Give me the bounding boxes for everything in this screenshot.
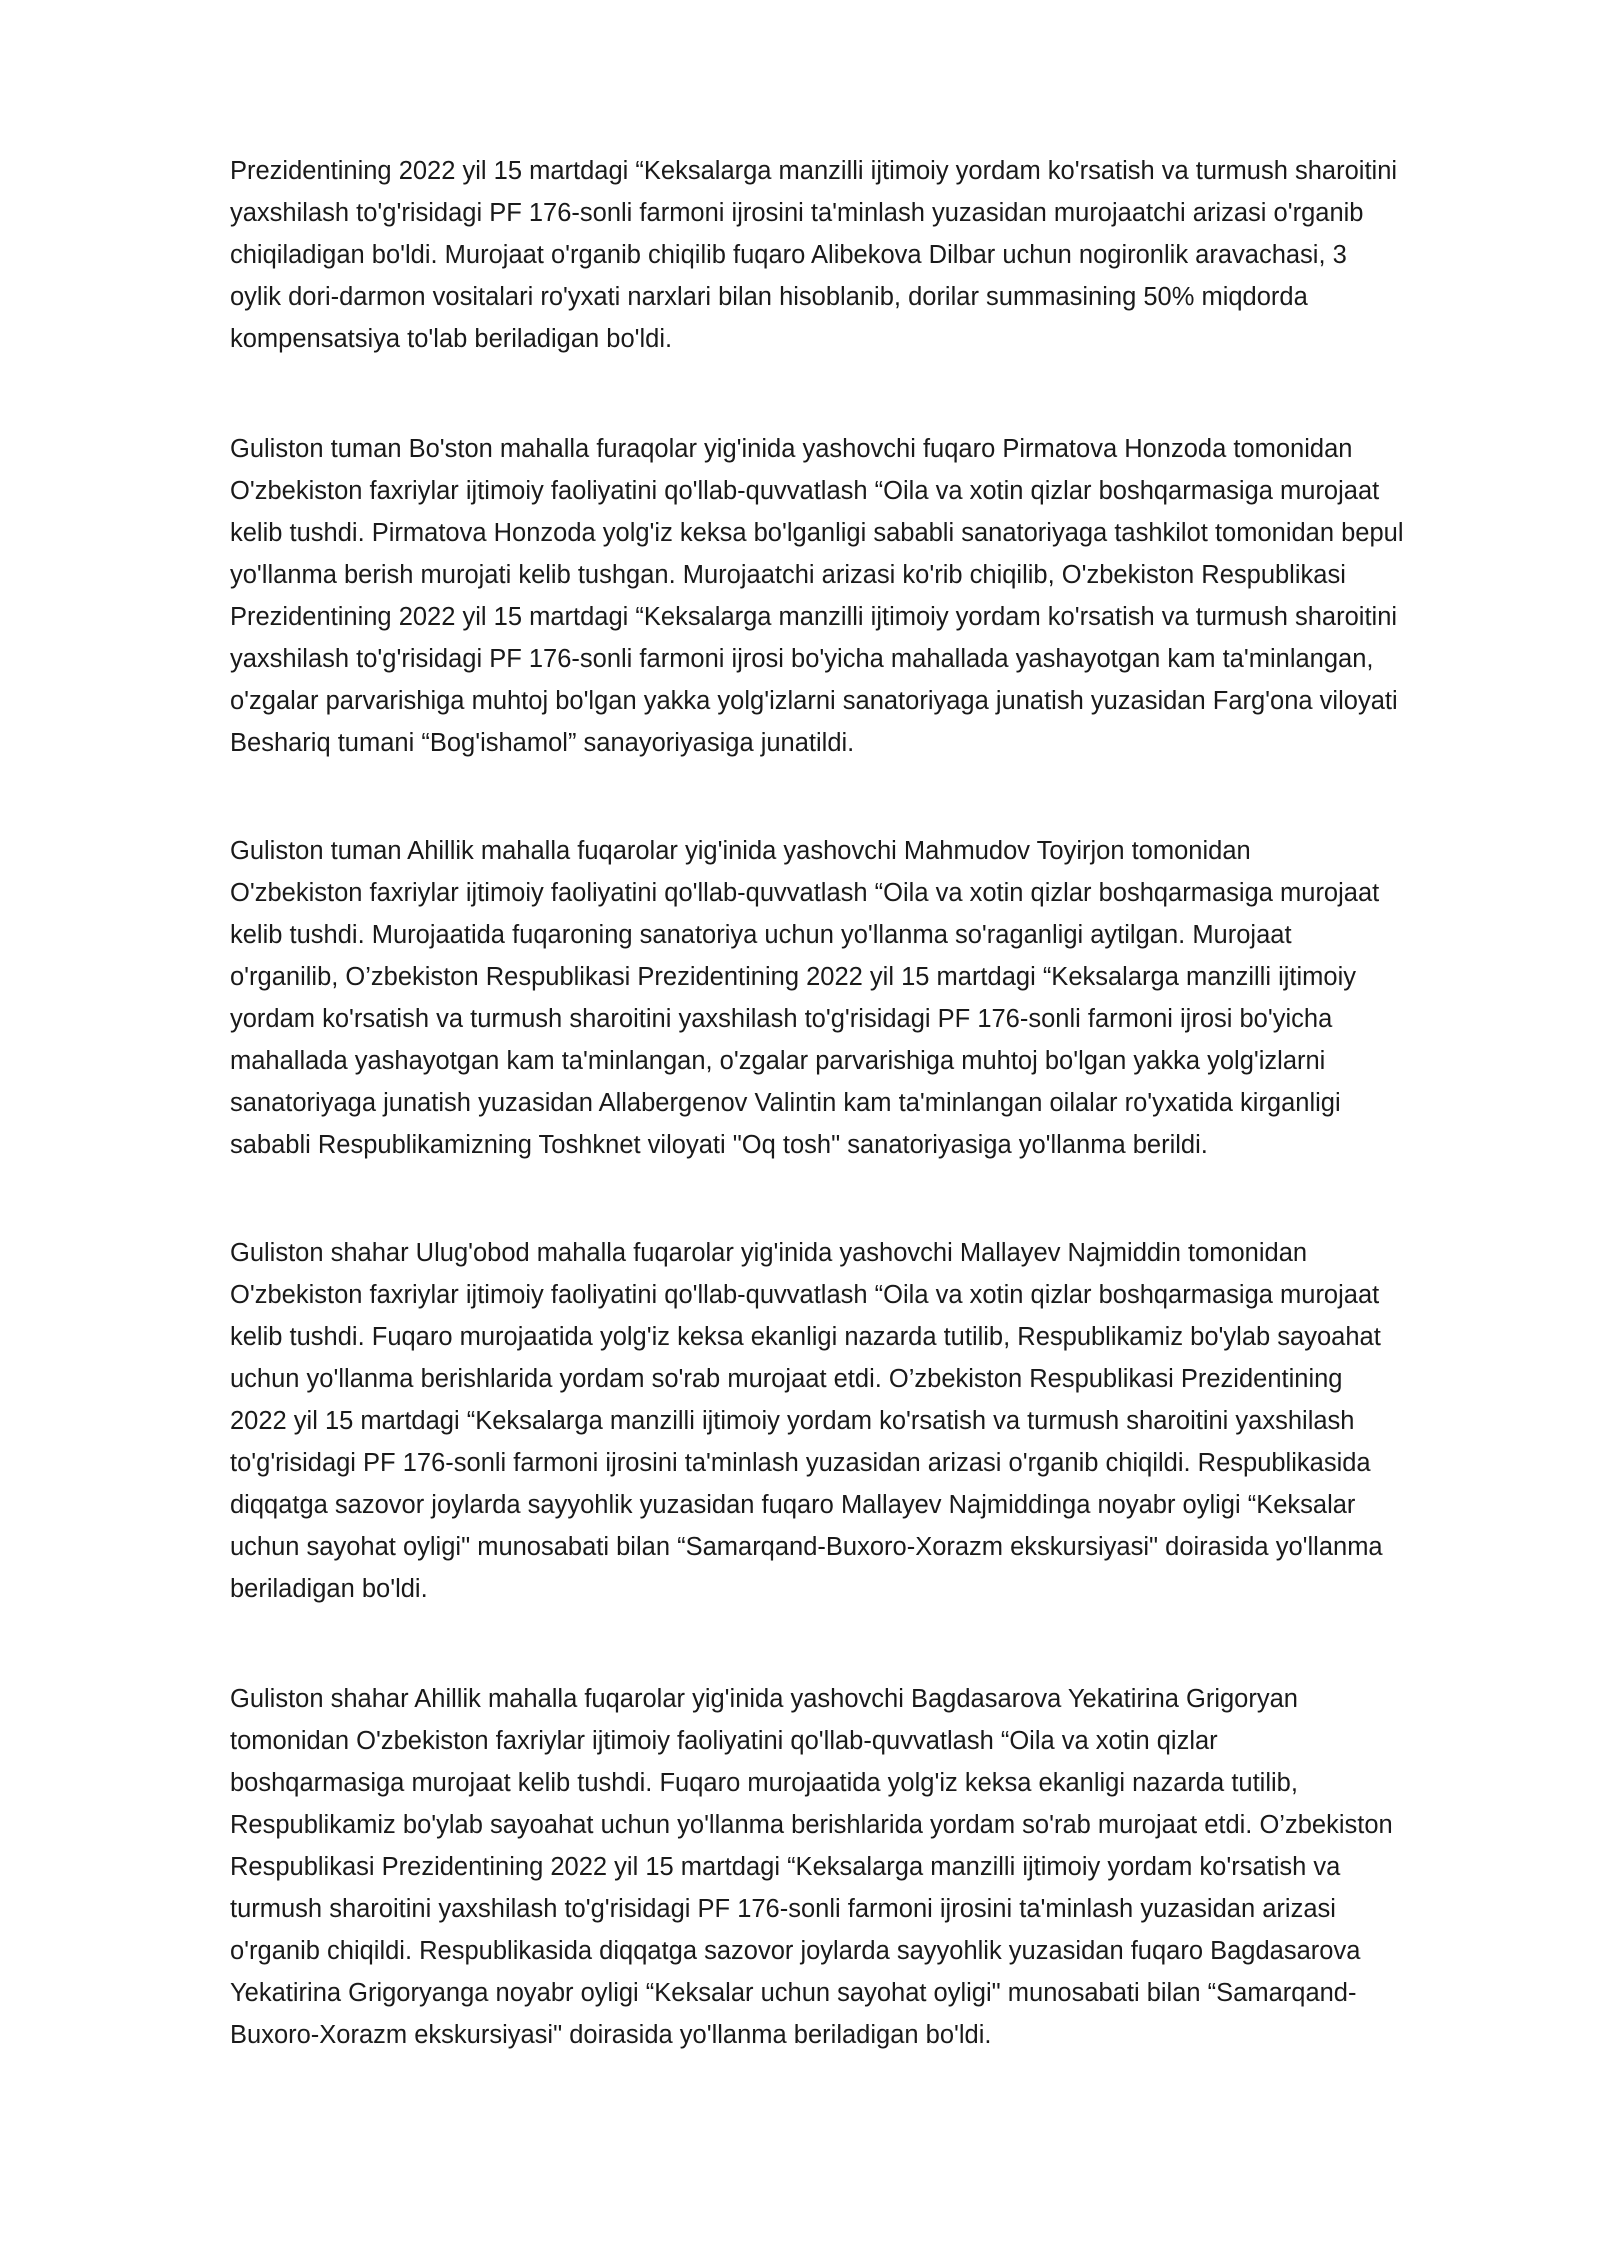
paragraph-bagdasarova-excursion: Guliston shahar Ahillik mahalla fuqarolar yig'inida yashovchi Bagdasarova Yekatirina Grigoryan tomonidan O'zbekiston faxriylar ijtimoiy faoliyatini qo'llab-quvvatlash “Oila va xotin qizlar boshqarmasiga murojaat kelib tushdi. Fuqaro murojaatida yolg'iz keksa ekanligi nazarda tutilib, Respublikamiz bo'ylab sayoahat uchun yo'llanma berishlarida yordam so'rab murojaat etdi. O’zbekiston Respublikasi Prezidentining 2022 yil 15 martdagi “Keksalarga manzilli ijtimoiy yordam ko'rsatish va turmush sharoitini yaxshilash to'g'risidagi PF 176-sonli farmoni ijrosini ta'minlash yuzasidan arizasi o'rganib chiqildi. Respublikasida diqqatga sazovor joylarda sayyohlik yuzasidan fuqaro Bagdasarova Yekatirina Grigoryanga noyabr oyligi “Keksalar uchun sayohat oyligi" munosabati bilan “Samarqand- Buxoro-Xorazm ekskursiyasi" doirasida yo'llanma beriladigan bo'ldi. [230, 1685, 1393, 2049]
paragraph-pirmatova-sanatorium: Guliston tuman Bo'ston mahalla furaqolar yig'inida yashovchi fuqaro Pirmatova Honzoda tomonidan O'zbekiston faxriylar ijtimoiy faoliyatini qo'llab-quvvatlash “Oila va xotin qizlar boshqarmasiga murojaat kelib tushdi. Pirmatova Honzoda yolg'iz keksa bo'lganligi sababli sanatoriyaga tashkilot tomonidan bepul yo'llanma berish murojati kelib tushgan. Murojaatchi arizasi ko'rib chiqilib, O'zbekiston Respublikasi Prezidentining 2022 yil 15 martdagi “Keksalarga manzilli ijtimoiy yordam ko'rsatish va turmush sharoitini yaxshilash to'g'risidagi PF 176-sonli farmoni ijrosi bo'yicha mahallada yashayotgan kam ta'minlangan, o'zgalar parvarishiga muhtoj bo'lgan yakka yolg'izlarni sanatoriyaga junatish yuzasidan Farg'ona viloyati Beshariq tumani “Bog'ishamol” sanayoriyasiga junatildi. [230, 435, 1404, 757]
paragraph-mallayev-excursion: Guliston shahar Ulug'obod mahalla fuqarolar yig'inida yashovchi Mallayev Najmiddin tomonidan O'zbekiston faxriylar ijtimoiy faoliyatini qo'llab-quvvatlash “Oila va xotin qizlar boshqarmasiga murojaat kelib tushdi. Fuqaro murojaatida yolg'iz keksa ekanligi nazarda tutilib, Respublikamiz bo'ylab sayoahat uchun yo'llanma berishlarida yordam so'rab murojaat etdi. O’zbekiston Respublikasi Prezidentining 2022 yil 15 martdagi “Keksalarga manzilli ijtimoiy yordam ko'rsatish va turmush sharoitini yaxshilash to'g'risidagi PF 176-sonli farmoni ijrosini ta'minlash yuzasidan arizasi o'rganib chiqildi. Respublikasida diqqatga sazovor joylarda sayyohlik yuzasidan fuqaro Mallayev Najmiddinga noyabr oyligi “Keksalar uchun sayohat oyligi" munosabati bilan “Samarqand-Buxoro-Xorazm ekskursiyasi" doirasida yo'llanma beriladigan bo'ldi. [230, 1239, 1383, 1603]
paragraph-mahmudov-sanatorium: Guliston tuman Ahillik mahalla fuqarolar yig'inida yashovchi Mahmudov Toyirjon tomonidan O'zbekiston faxriylar ijtimoiy faoliyatini qo'llab-quvvatlash “Oila va xotin qizlar boshqarmasiga murojaat kelib tushdi. Murojaatida fuqaroning sanatoriya uchun yo'llanma so'raganligi aytilgan. Murojaat o'rganilib, O’zbekiston Respublikasi Prezidentining 2022 yil 15 martdagi “Keksalarga manzilli ijtimoiy yordam ko'rsatish va turmush sharoitini yaxshilash to'g'risidagi PF 176-sonli farmoni ijrosi bo'yicha mahallada yashayotgan kam ta'minlangan, o'zgalar parvarishiga muhtoj bo'lgan yakka yolg'izlarni sanatoriyaga junatish yuzasidan Allabergenov Valintin kam ta'minlangan oilalar ro'yxatida kirganligi sababli Respublikamizning Toshknet viloyati "Oq tosh" sanatoriyasiga yo'llanma berildi. [230, 837, 1380, 1159]
paragraph-alibekova-compensation: Prezidentining 2022 yil 15 martdagi “Keksalarga manzilli ijtimoiy yordam ko'rsatish va turmush sharoitini yaxshilash to'g'risidagi PF 176-sonli farmoni ijrosini ta'minlash yuzasidan murojaatchi arizasi o'rganib chiqiladigan bo'ldi. Murojaat o'rganib chiqilib fuqaro Alibekova Dilbar uchun nogironlik aravachasi, 3 oylik dori-darmon vositalari ro'yxati narxlari bilan hisoblanib, dorilar summasining 50% miqdorda kompensatsiya to'lab beriladigan bo'ldi. [230, 157, 1398, 353]
